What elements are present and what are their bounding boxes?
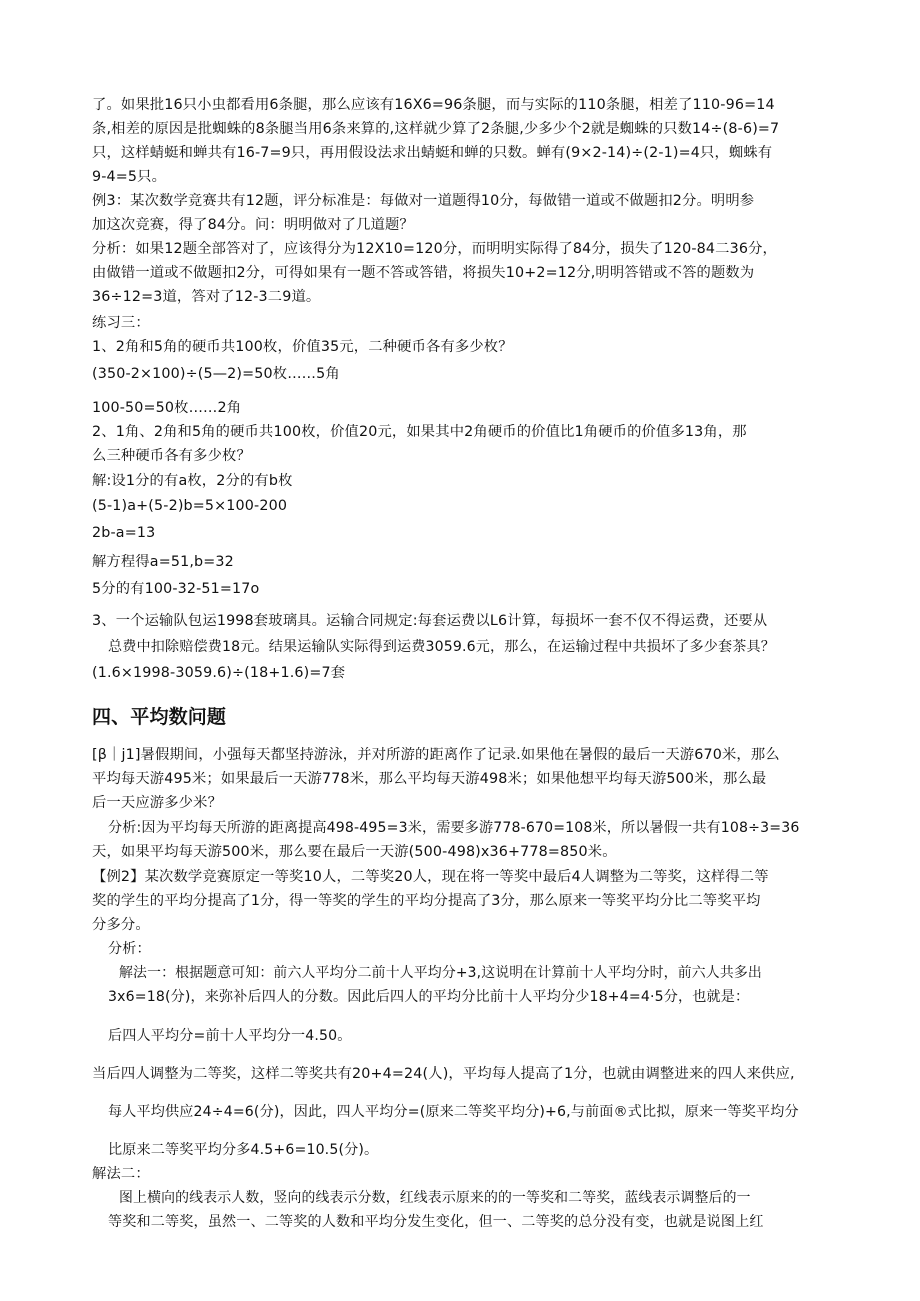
method-1-text: 解法一：根据题意可知：前六人平均分二前十人平均分+3,这说明在计算前十人平均分时，前六人共多出 — [119, 965, 762, 981]
answer-line: (350-2×100)÷(5—2)=50枚……5角 — [92, 366, 340, 382]
text-line: 么三种硬币各有多少枚？ — [92, 448, 251, 464]
text-line: 等奖和二等奖，虽然一、二等奖的人数和平均分发生变化，但一、二等奖的总分没有变，也就是说图上红 — [108, 1214, 764, 1230]
text-line: 平均每天游495米；如果最后一天游778米，那么平均每天游498米；如果他想平均每天游500米，那么最 — [92, 771, 767, 787]
answer-line: (1.6×1998-3059.6)÷(18+1.6)=7套 — [92, 665, 346, 681]
analysis-text: 分析:因为平均每天所游的距离提高498-495=3米，需要多游778-670=108米，所以暑假一共有108÷3=36 — [108, 820, 800, 836]
text-line: 天，如果平均每天游500米，那么要在最后一天游(500-498)x36+778=850米。 — [92, 844, 617, 860]
question-3: 3、一个运输队包运1998套玻璃具。运输合同规定:每套运费以L6计算，每损坏一套不仅不得运费，还要从 — [92, 613, 768, 629]
text-line: 当后四人调整为二等奖，这样二等奖共有20+4=24(人)，平均每人提高了1分，也就由调整进来的四人来供应, — [92, 1066, 795, 1082]
text-line: 后四人平均分=前十人平均分一4.50。 — [108, 1028, 352, 1044]
text-line: 后一天应游多少米？ — [92, 795, 223, 811]
text-line: 由做错一道或不做题扣2分，可得如果有一题不答或答错，将损失10+2=12分,明明答错或不答的题数为 — [92, 265, 755, 281]
question-2: 2、1角、2角和5角的硬币共100枚，价值20元，如果其中2角硬币的价值比1角硬币的价值多13角，那 — [92, 424, 747, 440]
question-1: 1、2角和5角的硬币共100枚，价值35元，二种硬币各有多少枚？ — [92, 339, 513, 355]
example-3-text: 例3：某次数学竞赛共有12题，评分标准是：每做对一道题得10分，每做错一道或不做题扣2分。明明参 — [92, 193, 755, 209]
text-line: 奖的学生的平均分提高了1分，得一等奖的学生的平均分提高了3分，那么原来一等奖平均分比二等奖平均 — [92, 893, 761, 909]
method-2-label: 解法二： — [92, 1166, 150, 1182]
example-2-text: 【例2】某次数学竞赛原定一等奖10人，二等奖20人，现在将一等奖中最后4人调整为二等奖，这样得二等 — [92, 869, 769, 885]
text-line: 了。如果批16只小虫都看用6条腿，那么应该有16X6=96条腿，而与实际的110条腿，相差了110-96=14 — [92, 97, 775, 113]
exercise-3-label: 练习三： — [92, 315, 150, 331]
text-line: 只，这样蜻蜓和蝉共有16-7=9只，再用假设法求出蜻蜓和蝉的只数。蝉有(9×2-14)÷(2-1)=4只，蜘蛛有 — [92, 145, 773, 161]
equation-line: (5-1)a+(5-2)b=5×100-200 — [92, 498, 288, 514]
text-line: 加这次竞赛，得了84分。问：明明做对了几道题？ — [92, 217, 414, 233]
text-line: 每人平均供应24÷4=6(分)，因此，四人平均分=(原来二等奖平均分)+6,与前面®式比拟，原来一等奖平均分 — [108, 1104, 799, 1120]
solution-line: 解方程得a=51,b=32 — [92, 554, 234, 570]
solution-line: 5分的有100-32-51=17o — [92, 581, 260, 597]
text-line: 比原来二等奖平均分多4.5+6=10.5(分)。 — [108, 1142, 379, 1158]
text-line: 总费中扣除赔偿费18元。结果运输队实际得到运费3059.6元，那么，在运输过程中共损坏了多少套茶具？ — [108, 639, 776, 655]
section-heading: 四、平均数问题 — [92, 706, 227, 728]
text-line: 图上横向的线表示人数，竖向的线表示分数，红线表示原来的的一等奖和二等奖，蓝线表示调整后的一 — [119, 1190, 751, 1206]
example-1-text: [β｜j1]暑假期间，小强每天都坚持游泳，并对所游的距离作了记录.如果他在暑假的最后一天游670米，那么 — [92, 747, 780, 763]
text-line: 9-4=5只。 — [92, 169, 167, 185]
analysis-text: 分析：如果12题全部答对了，应该得分为12X10=120分，而明明实际得了84分，损失了120-84二36分， — [92, 241, 778, 257]
answer-line: 100-50=50枚……2角 — [92, 400, 242, 416]
text-line: 分多分。 — [92, 917, 150, 933]
analysis-label: 分析： — [108, 941, 151, 957]
text-line: 条,相差的原因是批蜘蛛的8条腿当用6条来算的,这样就少算了2条腿,少多少个2就是蜘蛛的只数14÷(8-6)=7 — [92, 121, 780, 137]
text-line: 3x6=18(分)，来弥补后四人的分数。因此后四人的平均分比前十人平均分少18+4=4·5分，也就是： — [108, 989, 750, 1005]
text-line: 36÷12=3道，答对了12-3二9道。 — [92, 289, 321, 305]
equation-line: 2b-a=13 — [92, 525, 156, 541]
solution-line: 解:设1分的有a枚，2分的有b枚 — [92, 473, 293, 489]
